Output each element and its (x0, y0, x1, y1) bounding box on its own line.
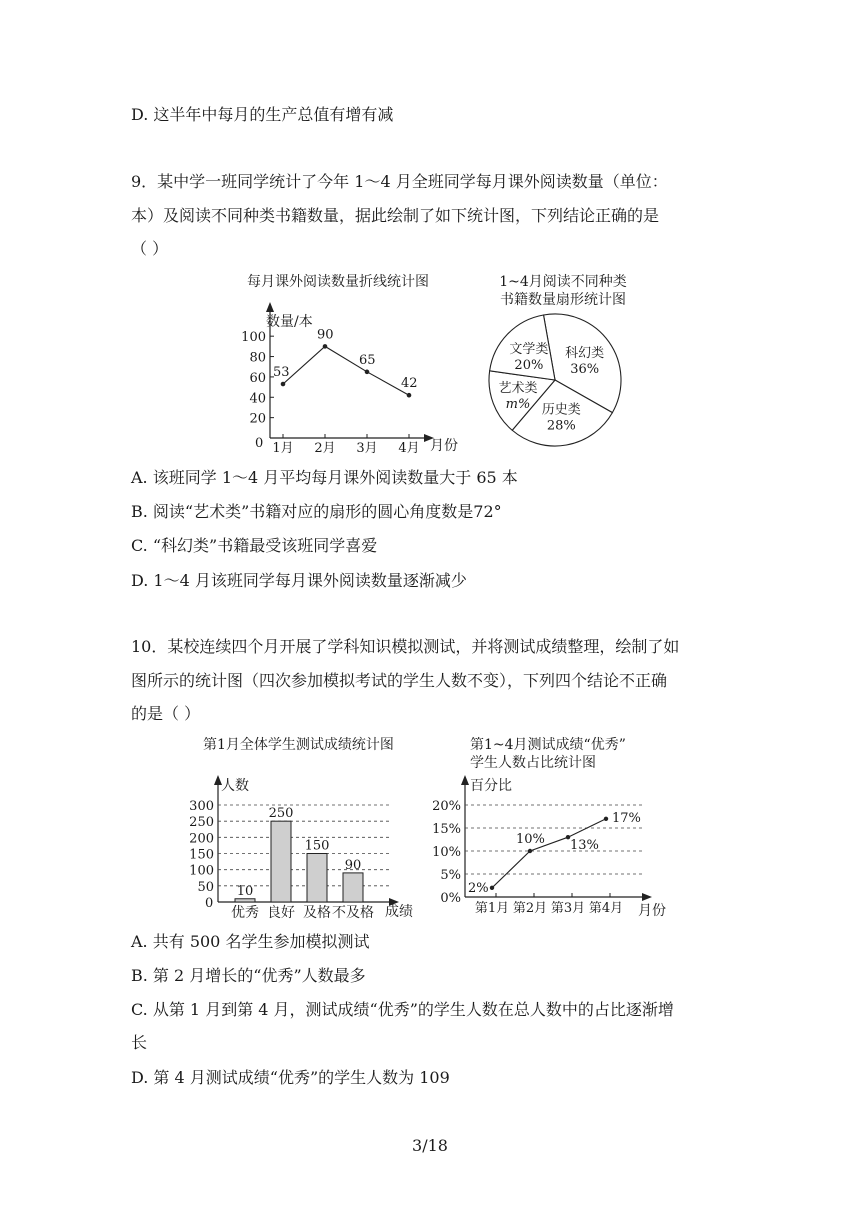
chart3-y-tick-label: 250 (189, 815, 214, 831)
q10-option-c-cont: 长 (131, 1033, 148, 1052)
chart2-slice-value: 28% (546, 418, 576, 434)
q9-stem-line2: 本）及阅读不同种类书籍数量，据此绘制了如下统计图，下列结论正确的是 (131, 206, 660, 225)
q9-option-a: A. 该班同学 1～4 月平均每月课外阅读数量大于 65 本 (131, 468, 518, 487)
chart2-title-line2: 书籍数量扇形统计图 (500, 292, 626, 308)
chart4-y-tick-label: 15% (432, 822, 461, 837)
chart2-title-line1: 1~4月阅读不同种类 (499, 274, 627, 290)
chart4-x-tick-label: 第3月 (550, 901, 586, 916)
chart1-series-line (283, 346, 409, 395)
chart2-slice-label: 历史类 (541, 402, 581, 418)
chart1-origin: 0 (255, 436, 264, 451)
chart1-y-tick-label: 40 (249, 391, 266, 407)
chart1-ylabel: 数量/本 (266, 314, 313, 330)
q8-option-d: D. 这半年中每月的生产总值有增有减 (131, 105, 394, 124)
chart3-xlabel: 成绩 (385, 904, 413, 920)
chart1-y-tick-label: 80 (249, 350, 266, 366)
chart4-point (490, 886, 494, 890)
page-number: 3/18 (412, 1136, 448, 1155)
chart2-slice-label: 文学类 (509, 341, 549, 357)
chart3-y-tick-label: 50 (197, 879, 214, 895)
chart4-x-tick-label: 第2月 (512, 901, 548, 916)
chart1-data-label: 42 (401, 376, 418, 392)
chart4-y-tick-label: 10% (432, 845, 461, 860)
chart4-data-label: 10% (516, 832, 545, 847)
chart1-data-label: 53 (273, 365, 290, 381)
chart3-y-tick-label: 100 (189, 863, 214, 879)
chart3-data-label: 150 (304, 838, 330, 854)
chart4-series-line (492, 819, 606, 888)
chart2-slice-value: m% (505, 397, 531, 413)
chart3-data-label: 90 (344, 857, 362, 873)
chart1-title: 每月课外阅读数量折线统计图 (247, 274, 429, 290)
q10-option-a: A. 共有 500 名学生参加模拟测试 (131, 932, 370, 951)
chart1-x-tick-label: 1月 (272, 441, 294, 456)
chart4-y-tick-label: 0% (440, 891, 461, 906)
chart3-bar (271, 821, 291, 902)
q10-option-c: C. 从第 1 月到第 4 月，测试成绩“优秀”的学生人数在总人数中的占比逐渐增 (131, 1000, 674, 1019)
chart4-ylabel: 百分比 (470, 778, 512, 794)
q9-stem-line3: （ ） (131, 239, 169, 258)
q9-option-b: B. 阅读“艺术类”书籍对应的扇形的圆心角度数是72° (131, 502, 502, 521)
chart3-bar (235, 899, 255, 902)
chart1-data-label: 90 (317, 327, 334, 343)
chart4-point (604, 817, 608, 821)
chart4-x-tick-label: 第4月 (588, 901, 624, 916)
chart4-title-line1: 第1~4月测试成绩“优秀” (470, 737, 626, 753)
q9-stem-line1: 9．某中学一班同学统计了今年 1～4 月全班同学每月课外阅读数量（单位： (131, 172, 668, 191)
chart4-data-label: 17% (612, 810, 641, 826)
q9-option-c: C. “科幻类”书籍最受该班同学喜爱 (131, 536, 378, 555)
chart4-data-label: 13% (570, 838, 599, 854)
chart3-x-tick-label: 优秀 (231, 905, 259, 921)
chart1-point (323, 344, 328, 349)
chart3-title: 第1月全体学生测试成绩统计图 (203, 737, 394, 753)
chart1-y-tick-label: 20 (249, 411, 266, 427)
chart1-point (365, 370, 370, 375)
chart3-y-tick-label: 300 (189, 799, 214, 814)
reading-pie-chart (478, 270, 648, 450)
chart2-slice-value: 36% (570, 362, 600, 378)
chart1-data-label: 65 (359, 352, 376, 368)
chart4-y-tick-label: 20% (432, 799, 461, 814)
chart4-x-arrow (642, 893, 652, 901)
chart3-x-tick-label: 良好 (267, 905, 295, 921)
chart3-bar (343, 873, 363, 902)
excellent-percent-line-chart (430, 735, 690, 920)
chart3-bar (307, 854, 327, 903)
chart4-x-tick-label: 第1月 (474, 901, 510, 916)
reading-line-chart (225, 268, 465, 456)
chart3-origin: 0 (205, 896, 214, 911)
chart1-y-tick-label: 60 (249, 370, 266, 386)
chart3-x-tick-label: 及格 (303, 905, 331, 921)
chart4-y-arrow (461, 775, 469, 785)
chart3-data-label: 10 (236, 883, 254, 899)
chart1-point (281, 382, 286, 387)
chart1-x-tick-label: 2月 (314, 441, 336, 456)
chart1-x-tick-label: 3月 (356, 441, 378, 456)
q10-option-d: D. 第 4 月测试成绩“优秀”的学生人数为 109 (131, 1068, 450, 1087)
chart1-y-tick-label: 100 (241, 330, 266, 346)
q10-stem-line3: 的是（ ） (131, 704, 201, 723)
chart2-slice-value: 20% (514, 357, 544, 373)
chart4-title-line2: 学生人数占比统计图 (470, 755, 596, 771)
q9-option-d: D. 1～4 月该班同学每月课外阅读数量逐渐减少 (131, 571, 467, 590)
chart1-y-arrow (266, 302, 274, 312)
chart3-y-tick-label: 200 (189, 831, 214, 847)
q10-stem-line1: 10．某校连续四个月开展了学科知识模拟测试，并将测试成绩整理，绘制了如 (131, 637, 680, 656)
scores-bar-chart (189, 735, 435, 921)
q10-option-b: B. 第 2 月增长的“优秀”人数最多 (131, 966, 366, 985)
chart4-xlabel: 月份 (638, 903, 666, 919)
chart3-y-tick-label: 150 (189, 847, 214, 863)
chart4-y-tick-label: 5% (440, 868, 461, 883)
chart3-ylabel: 人数 (221, 778, 249, 794)
chart1-xlabel: 月份 (430, 438, 458, 454)
chart1-point (407, 393, 412, 398)
chart3-data-label: 250 (268, 806, 294, 822)
chart2-slice-label: 艺术类 (498, 381, 538, 397)
chart3-x-tick-label: 不及格 (332, 905, 374, 921)
chart2-slice-label: 科幻类 (565, 346, 605, 362)
chart1-x-tick-label: 4月 (398, 441, 420, 456)
q10-stem-line2: 图所示的统计图（四次参加模拟考试的学生人数不变），下列四个结论不正确 (131, 671, 668, 690)
chart4-data-label: 2% (468, 880, 489, 896)
chart4-point (528, 849, 532, 853)
